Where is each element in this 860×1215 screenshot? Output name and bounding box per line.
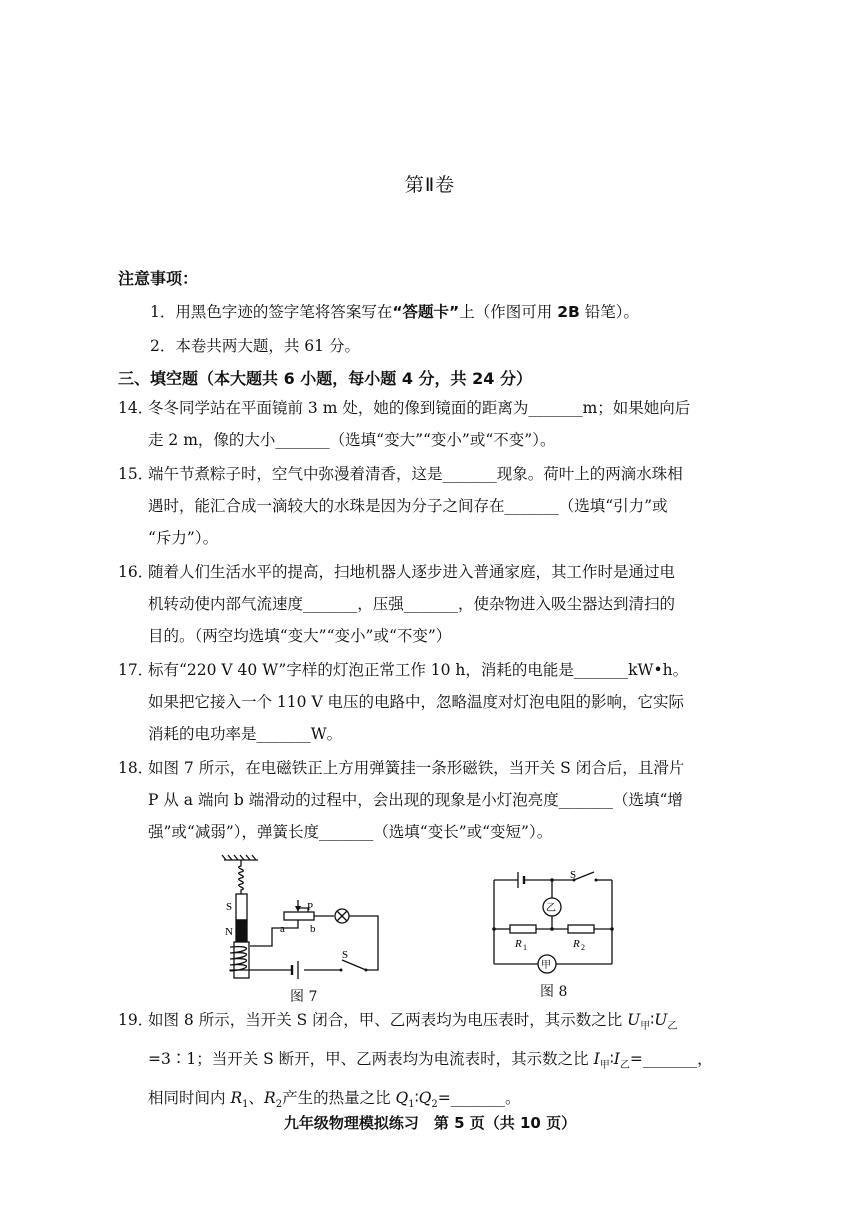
figure-8-circuit [486, 866, 620, 978]
answer-blank: =_______。 [437, 1089, 521, 1108]
question-line [148, 1004, 758, 1043]
fig7-label-switch: S [342, 949, 349, 961]
fig8-label-r1: R [515, 938, 522, 950]
question-line: 消耗的电功率是_______W。 [148, 725, 343, 743]
question-line: 如果把它接入一个 110 V 电压的电路中，忽略温度对灯泡电阻的影响，它实际 [148, 693, 685, 711]
question-line: 走 2 m，像的大小_______（选填“变大”“变小”或“不变”）。 [148, 431, 556, 449]
q19-text: 相同时间内 [148, 1089, 226, 1108]
question-18 [118, 752, 758, 848]
question-line: 冬冬同学站在平面镜前 3 m 处，她的像到镜面的距离为_______m；如果她向后 [148, 399, 691, 417]
section-heading: 三、填空题（本大题共 6 小题，每小题 4 分，共 24 分） [118, 369, 532, 388]
question-line: 如图 7 所示，在电磁铁正上方用弹簧挂一条形磁铁，当开关 S 闭合后，且滑片 [148, 759, 685, 777]
notice-item-1-bold2: 2B [557, 303, 580, 321]
fig8-label-s: S [570, 869, 577, 881]
subscript-jia: 甲 [599, 1060, 610, 1072]
q19-text: 产生的热量之比 [282, 1089, 391, 1108]
question-number: 14． [118, 399, 154, 417]
subscript-2: 2 [431, 1099, 438, 1111]
fig7-label-s: S [226, 901, 233, 913]
symbol-r: R [264, 1089, 276, 1108]
notice-item-1-text-a: 1．用黑色字迹的签字笔将答案写在 [150, 303, 393, 321]
subscript-1: 1 [242, 1099, 249, 1111]
answer-blank: =_______， [629, 1050, 713, 1069]
notice-item-1-text-b: 上（作图可用 [459, 303, 553, 321]
question-line: “斥力”）。 [148, 529, 219, 547]
subscript-1: 1 [408, 1099, 415, 1111]
fig8-label-r2-sub: 2 [581, 943, 585, 952]
fig7-label-b: b [310, 923, 316, 935]
page-footer: 九年级物理模拟练习 第 5 页（共 10 页） [283, 1114, 577, 1132]
ratio-colon: ∶ [414, 1089, 419, 1108]
symbol-u: U [627, 1011, 641, 1029]
fig7-label-a: a [280, 923, 285, 935]
fig7-label-n: N [225, 926, 233, 938]
question-line [148, 1043, 758, 1082]
question-number: 17． [118, 661, 154, 679]
question-16 [118, 556, 758, 652]
question-line: 遇时，能汇合成一滴较大的水珠是因为分子之间存在_______（选填“引力”或 [148, 497, 668, 515]
question-line: 机转动使内部气流速度_______，压强_______，使杂物进入吸尘器达到清扫的 [148, 595, 676, 613]
resistor-r1 [510, 925, 536, 933]
figure-8-caption: 图 8 [540, 984, 568, 1000]
question-line: 随着人们生活水平的提高，扫地机器人逐步进入普通家庭，其工作时是通过电 [148, 563, 676, 581]
q19-text: =3∶1；当开关 S 断开，甲、乙两表均为电流表时，其示数之比 [148, 1050, 589, 1069]
spring [239, 860, 244, 894]
symbol-r: R [230, 1089, 243, 1108]
rheostat [284, 912, 314, 920]
bar-magnet-s [236, 894, 247, 920]
question-line: 强”或“减弱”），弹簧长度_______（选填“变长”或“变短”）。 [148, 823, 553, 841]
question-number: 19． [118, 1011, 154, 1029]
fig8-label-r2: R [573, 938, 580, 950]
question-19 [118, 1004, 758, 1121]
subscript-2: 2 [275, 1099, 283, 1111]
notice-heading: 注意事项： [118, 269, 199, 288]
figure-7-caption: 图 7 [290, 989, 318, 1005]
switch-blade [342, 960, 366, 970]
ratio-colon: ∶ [650, 1011, 655, 1029]
question-number: 16． [118, 563, 154, 581]
question-line: 目的。（两空均选填“变大”“变小”或“不变”） [148, 627, 452, 645]
symbol-i: I [613, 1050, 620, 1069]
subscript-jia: 甲 [640, 1021, 651, 1033]
notice-item-1-bold: “答题卡” [392, 303, 460, 321]
subscript-yi: 乙 [667, 1021, 678, 1033]
question-number: 18． [118, 759, 154, 777]
symbol-u: U [654, 1011, 668, 1029]
fig7-label-p: P [307, 901, 314, 913]
question-number: 15． [118, 465, 154, 483]
bar-magnet-n [236, 920, 247, 942]
question-line: P 从 a 端向 b 端滑动的过程中，会出现的现象是小灯泡亮度_______（选填“增 [148, 791, 683, 809]
figure-7-circuit [210, 852, 390, 987]
question-17 [118, 654, 758, 750]
question-14 [118, 392, 758, 456]
question-line: 端午节煮粽子时，空气中弥漫着清香，这是_______现象。荷叶上的两滴水珠相 [148, 465, 683, 483]
symbol-q: Q [418, 1089, 432, 1108]
page-title: 第Ⅱ卷 [404, 174, 456, 196]
question-15 [118, 458, 758, 554]
notice-item-2: 2．本卷共两大题，共 61 分。 [150, 337, 360, 355]
fig8-label-r1-sub: 1 [523, 943, 527, 952]
symbol-i: I [593, 1050, 600, 1069]
q19-text: 如图 8 所示，当开关 S 闭合，甲、乙两表均为电压表时，其示数之比 [148, 1011, 623, 1029]
separator: 、 [248, 1089, 265, 1108]
resistor-r2 [568, 925, 594, 933]
subscript-yi: 乙 [619, 1060, 630, 1072]
notice-item-1-text-c: 铅笔）。 [584, 303, 640, 321]
question-line: 标有“220 V 40 W”字样的灯泡正常工作 10 h，消耗的电能是_______kW•h。 [148, 661, 689, 679]
notice-item-1 [150, 300, 639, 322]
symbol-q: Q [395, 1089, 409, 1108]
ratio-colon: ∶ [609, 1050, 614, 1069]
switch-blade [574, 872, 594, 880]
fig8-label-jia: 甲 [541, 960, 551, 971]
fig8-label-yi: 乙 [546, 903, 556, 914]
